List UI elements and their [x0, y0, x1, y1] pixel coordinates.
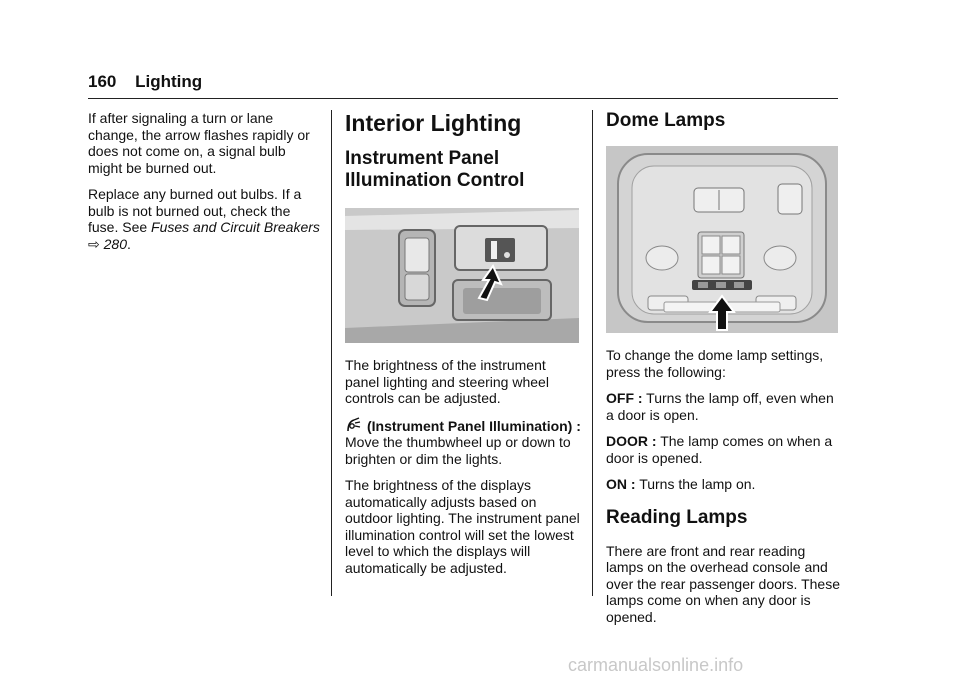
- fuses-page-ref[interactable]: 280: [103, 235, 127, 252]
- column-divider-1: [331, 110, 332, 596]
- dome-item-door: DOOR : The lamp comes on when a door is opened.: [606, 433, 833, 466]
- turn-signal-paragraph: If after signaling a turn or lane change, the arrow flashes rapidly or does not come on, a signal bulb might be burned out.: [88, 110, 310, 176]
- header-rule: [88, 98, 838, 99]
- watermark: carmanualsonline.info: [568, 655, 744, 675]
- display-brightness-paragraph: The brightness of the displays automatically adjusts based on outdoor lighting. The instrument panel illumination control will set the lowest level to which the displays will automatically be adjusted.: [345, 477, 580, 576]
- page-ref-icon: ⇨: [88, 235, 100, 252]
- illumination-desc: Move the thumbwheel up or down to brighten or dim the lights.: [345, 434, 571, 467]
- reading-lamps-title: Reading Lamps: [606, 506, 748, 528]
- dome-intro: To change the dome lamp settings, press the following:: [606, 347, 824, 380]
- illumination-item: [345, 417, 581, 468]
- fuses-link[interactable]: Fuses and Circuit Breakers: [151, 219, 320, 235]
- page-number: 160: [88, 72, 117, 91]
- column-1: [88, 110, 320, 262]
- illumination-term: (Instrument Panel Illumination) :: [367, 417, 581, 434]
- instrument-panel-illumination-icon: [345, 417, 363, 433]
- dome-item-on: ON : Turns the lamp on.: [606, 476, 756, 492]
- reading-lamps-paragraph: There are front and rear reading lamps on the overhead console and over the rear passenger doors. These lamps come on when any door is opened.: [606, 542, 840, 625]
- page-header: [88, 72, 202, 92]
- dome-lamp-figure: [606, 146, 838, 333]
- dome-item-off: OFF : Turns the lamp off, even when a door is open.: [606, 390, 834, 423]
- instrument-panel-figure: [345, 208, 579, 343]
- section-title: Interior Lighting: [345, 110, 522, 136]
- subsection-title: Instrument Panel Illumination Control: [345, 148, 525, 191]
- dome-lamps-title: Dome Lamps: [606, 110, 726, 131]
- brightness-paragraph: The brightness of the instrument panel lighting and steering wheel controls can be adjusted.: [345, 357, 549, 406]
- chapter-title: Lighting: [135, 72, 203, 91]
- bulb-paragraph: Replace any burned out bulbs. If a bulb is not burned out, check the fuse. See Fuses and Circuit Breakers ⇨ 280.: [88, 186, 320, 252]
- column-2: [345, 110, 581, 586]
- column-3: [606, 110, 842, 635]
- column-divider-2: [592, 110, 593, 596]
